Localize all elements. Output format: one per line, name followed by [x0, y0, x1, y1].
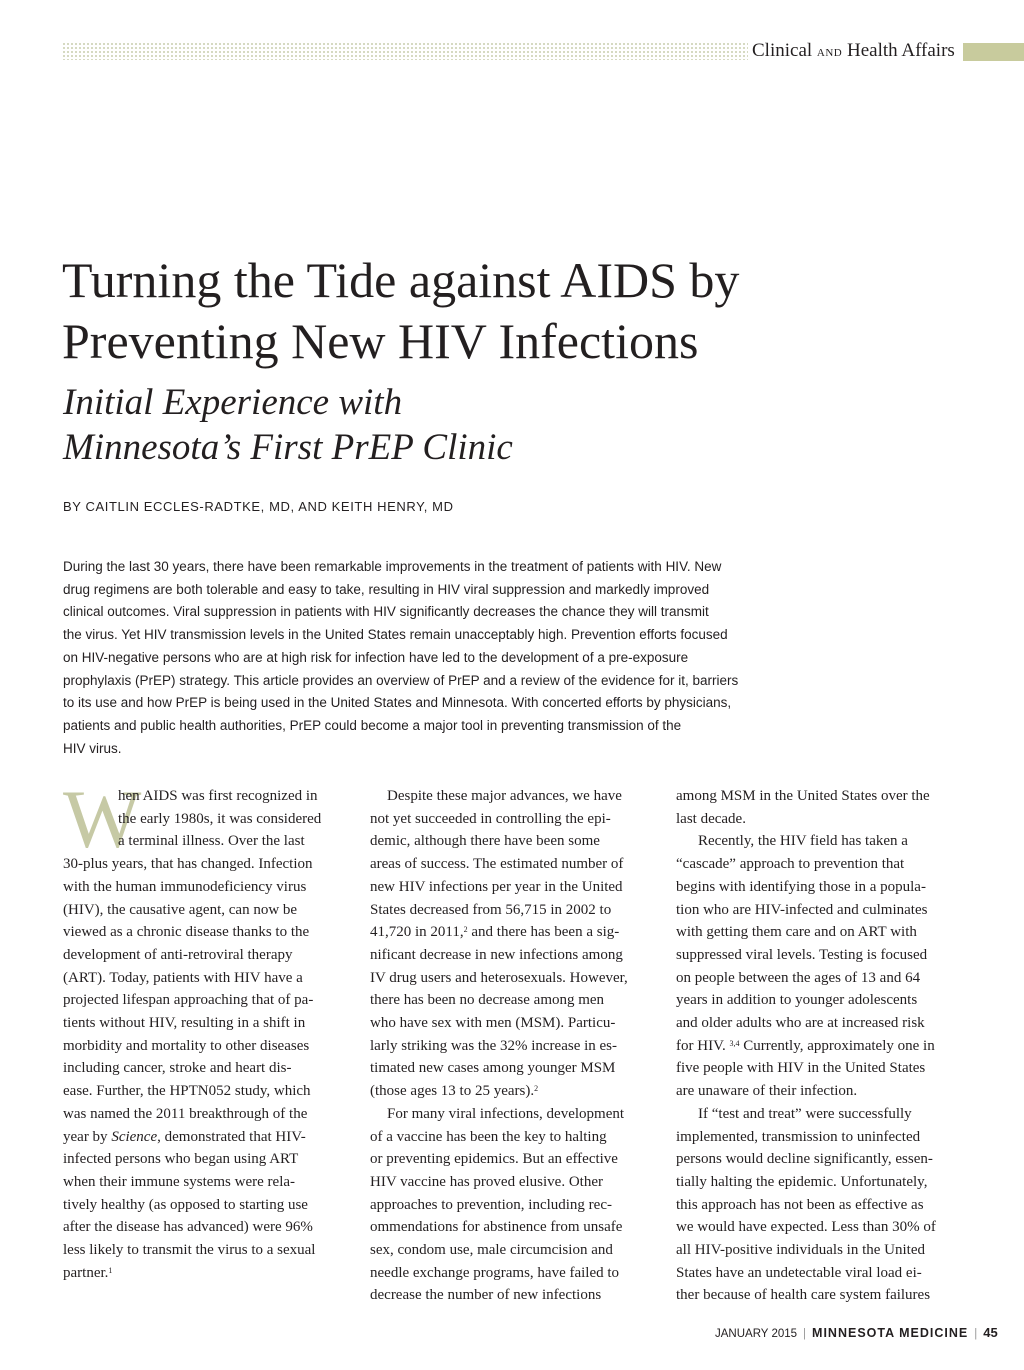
body-line: years in addition to younger adolescents	[676, 992, 918, 1009]
body-line: suppressed viral levels. Testing is focused	[676, 946, 928, 963]
body-column-2	[370, 785, 655, 1307]
abstract-line: the virus. Yet HIV transmission levels in the United States remain unacceptably high. Prevention efforts focused	[63, 627, 728, 643]
body-line: demic, although there have been some	[370, 833, 600, 850]
body-line: ommendations for abstinence from unsafe	[370, 1219, 623, 1236]
body-line: when their immune systems were rela-	[63, 1173, 296, 1190]
body-line: the early 1980s, it was considered	[118, 810, 322, 827]
header-dotted-band	[62, 42, 748, 60]
abstract-line: During the last 30 years, there have been remarkable improvements in the treatment of patients with HIV. New	[63, 559, 722, 574]
body-line: morbidity and mortality to other diseases	[63, 1037, 310, 1054]
abstract-line: prophylaxis (PrEP) strategy. This article provides an overview of PrEP and a review of the evidence for it, barriers	[63, 672, 739, 688]
body-line: a terminal illness. Over the last	[118, 833, 305, 850]
body-line: areas of success. The estimated number of	[370, 856, 624, 873]
body-line: on people between the ages of 13 and 64	[676, 969, 921, 986]
article-subtitle	[63, 380, 763, 470]
abstract-line: HIV virus.	[63, 740, 122, 756]
reference-superscript: 2	[534, 1084, 539, 1094]
body-line: needle exchange programs, have failed to	[370, 1264, 620, 1281]
body-line: who have sex with men (MSM). Particu-	[370, 1015, 616, 1032]
abstract-line: on HIV-negative persons who are at high risk for infection have led to the development of a pre-exposure	[63, 649, 689, 665]
subtitle-line-2: Minnesota’s First PrEP Clinic	[63, 427, 513, 468]
body-line: HIV vaccine has proved elusive. Other	[370, 1173, 603, 1190]
body-line: hen AIDS was first recognized in	[118, 788, 318, 804]
body-line: year by Science, demonstrated that HIV-	[63, 1128, 306, 1145]
body-line: less likely to transmit the virus to a sexual	[63, 1242, 316, 1259]
title-line-2: Preventing New HIV Infections	[62, 313, 699, 369]
body-line: States have an undetectable viral load ei-	[676, 1264, 922, 1281]
page-footer	[715, 1325, 998, 1340]
body-line: partner.$^1$	[63, 1264, 113, 1281]
body-line: 41,720 in 2011,$^2$ and there has been a sig-	[370, 924, 620, 941]
body-line: larly striking was the 32% increase in es-	[370, 1037, 618, 1054]
body-column-1	[63, 773, 348, 1284]
body-line: Recently, the HIV field has taken a	[698, 833, 908, 850]
body-line: not yet succeeded in controlling the epi-	[370, 810, 611, 827]
body-line: projected lifespan approaching that of pa-	[63, 992, 314, 1009]
footer-magazine-name: MINNESOTA MEDICINE	[812, 1326, 969, 1340]
page-number: 45	[983, 1325, 998, 1340]
body-line: begins with identifying those in a popula-	[676, 878, 926, 895]
body-line: among MSM in the United States over the	[676, 788, 930, 804]
body-line: States decreased from 56,715 in 2002 to	[370, 901, 612, 918]
body-line: infected persons who began using ART	[63, 1151, 299, 1168]
body-line: sex, condom use, male circumcision and	[370, 1242, 613, 1259]
body-line: with getting them care and on ART with	[676, 924, 917, 941]
footer-separator: |	[974, 1328, 978, 1340]
body-line: (ART). Today, patients with HIV have a	[63, 969, 303, 986]
body-line: If “test and treat” were successfully	[698, 1105, 912, 1122]
drop-cap: W	[63, 773, 142, 865]
body-line: all HIV-positive individuals in the United	[676, 1242, 926, 1259]
body-line: viewed as a chronic disease thanks to the	[63, 924, 310, 941]
abstract-line: clinical outcomes. Viral suppression in patients with HIV significantly decreases the chance they will transmit	[63, 604, 709, 620]
body-line: nificant decrease in new infections among	[370, 946, 623, 963]
body-line: tients without HIV, resulting in a shift in	[63, 1015, 306, 1032]
title-line-1: Turning the Tide against AIDS by	[62, 252, 740, 308]
body-line: tion who are HIV-infected and culminates	[676, 901, 928, 918]
body-line: we would have expected. Less than 30% of	[676, 1219, 936, 1236]
body-line: implemented, transmission to uninfected	[676, 1128, 921, 1145]
byline: BY CAITLIN ECCLES-RADTKE, MD, AND KEITH HENRY, MD	[63, 499, 454, 514]
section-word-health-affairs: Health Affairs	[847, 40, 955, 61]
body-line: approaches to prevention, including rec-	[370, 1196, 612, 1213]
body-line: ease. Further, the HPTN052 study, which	[63, 1083, 311, 1100]
body-line: there has been no decrease among men	[370, 992, 605, 1009]
abstract-line: drug regimens are both tolerable and easy to take, resulting in HIV viral suppression and markedly improved	[63, 581, 710, 597]
footer-date: JANUARY 2015	[715, 1328, 798, 1340]
body-line: timated new cases among younger MSM	[370, 1060, 616, 1077]
abstract-line: to its use and how PrEP is being used in the United States and Minnesota. With concerted efforts by physicians,	[63, 695, 732, 711]
body-line: development of anti-retroviral therapy	[63, 946, 293, 963]
body-line: new HIV infections per year in the United	[370, 878, 623, 895]
body-line: decrease the number of new infections	[370, 1287, 602, 1304]
body-line: was named the 2011 breakthrough of the	[63, 1105, 308, 1122]
section-word-and: AND	[816, 47, 843, 59]
body-line: and older adults who are at increased risk	[676, 1015, 925, 1032]
body-line: or preventing epidemics. But an effective	[370, 1151, 618, 1168]
body-line: for HIV. $^{3,4}$ Currently, approximately one in	[676, 1037, 935, 1054]
body-line: IV drug users and heterosexuals. However,	[370, 969, 628, 986]
reference-superscript: 1	[108, 1265, 113, 1275]
article-title	[62, 250, 862, 372]
body-line: For many viral infections, development	[387, 1105, 625, 1122]
subtitle-line-1: Initial Experience with	[63, 382, 403, 423]
body-line: after the disease has advanced) were 96%	[63, 1219, 313, 1236]
reference-superscript: 3,4	[729, 1038, 740, 1048]
body-line: are unaware of their infection.	[676, 1083, 858, 1100]
abstract-line: patients and public health authorities, PrEP could become a major tool in preventing transmission of the	[63, 717, 682, 733]
body-line: of a vaccine has been the key to halting	[370, 1128, 607, 1145]
body-line: (HIV), the causative agent, can now be	[63, 901, 298, 918]
header-color-block	[963, 43, 1024, 61]
body-line: Despite these major advances, we have	[387, 788, 622, 804]
body-line: with the human immunodeficiency virus	[63, 878, 307, 895]
body-line: 30-plus years, that has changed. Infection	[63, 856, 313, 873]
footer-separator: |	[803, 1328, 807, 1340]
reference-superscript: 2	[463, 925, 468, 935]
body-line: “cascade” approach to prevention that	[676, 856, 905, 873]
body-line: last decade.	[676, 810, 746, 827]
body-line: including cancer, stroke and heart dis-	[63, 1060, 292, 1077]
body-line: five people with HIV in the United States	[676, 1060, 926, 1077]
body-column-3	[676, 785, 966, 1307]
body-line: tively healthy (as opposed to starting use	[63, 1196, 308, 1213]
abstract	[63, 556, 825, 760]
section-word-clinical: Clinical	[752, 40, 813, 61]
body-line: (those ages 13 to 25 years).$^2$	[370, 1083, 539, 1100]
body-line: tially halting the epidemic. Unfortunately,	[676, 1173, 928, 1190]
body-line: persons would decline significantly, essen-	[676, 1151, 933, 1168]
body-line: ther because of health care system failures	[676, 1287, 931, 1304]
section-title	[752, 40, 955, 62]
body-line: this approach has not been as effective as	[676, 1196, 924, 1213]
